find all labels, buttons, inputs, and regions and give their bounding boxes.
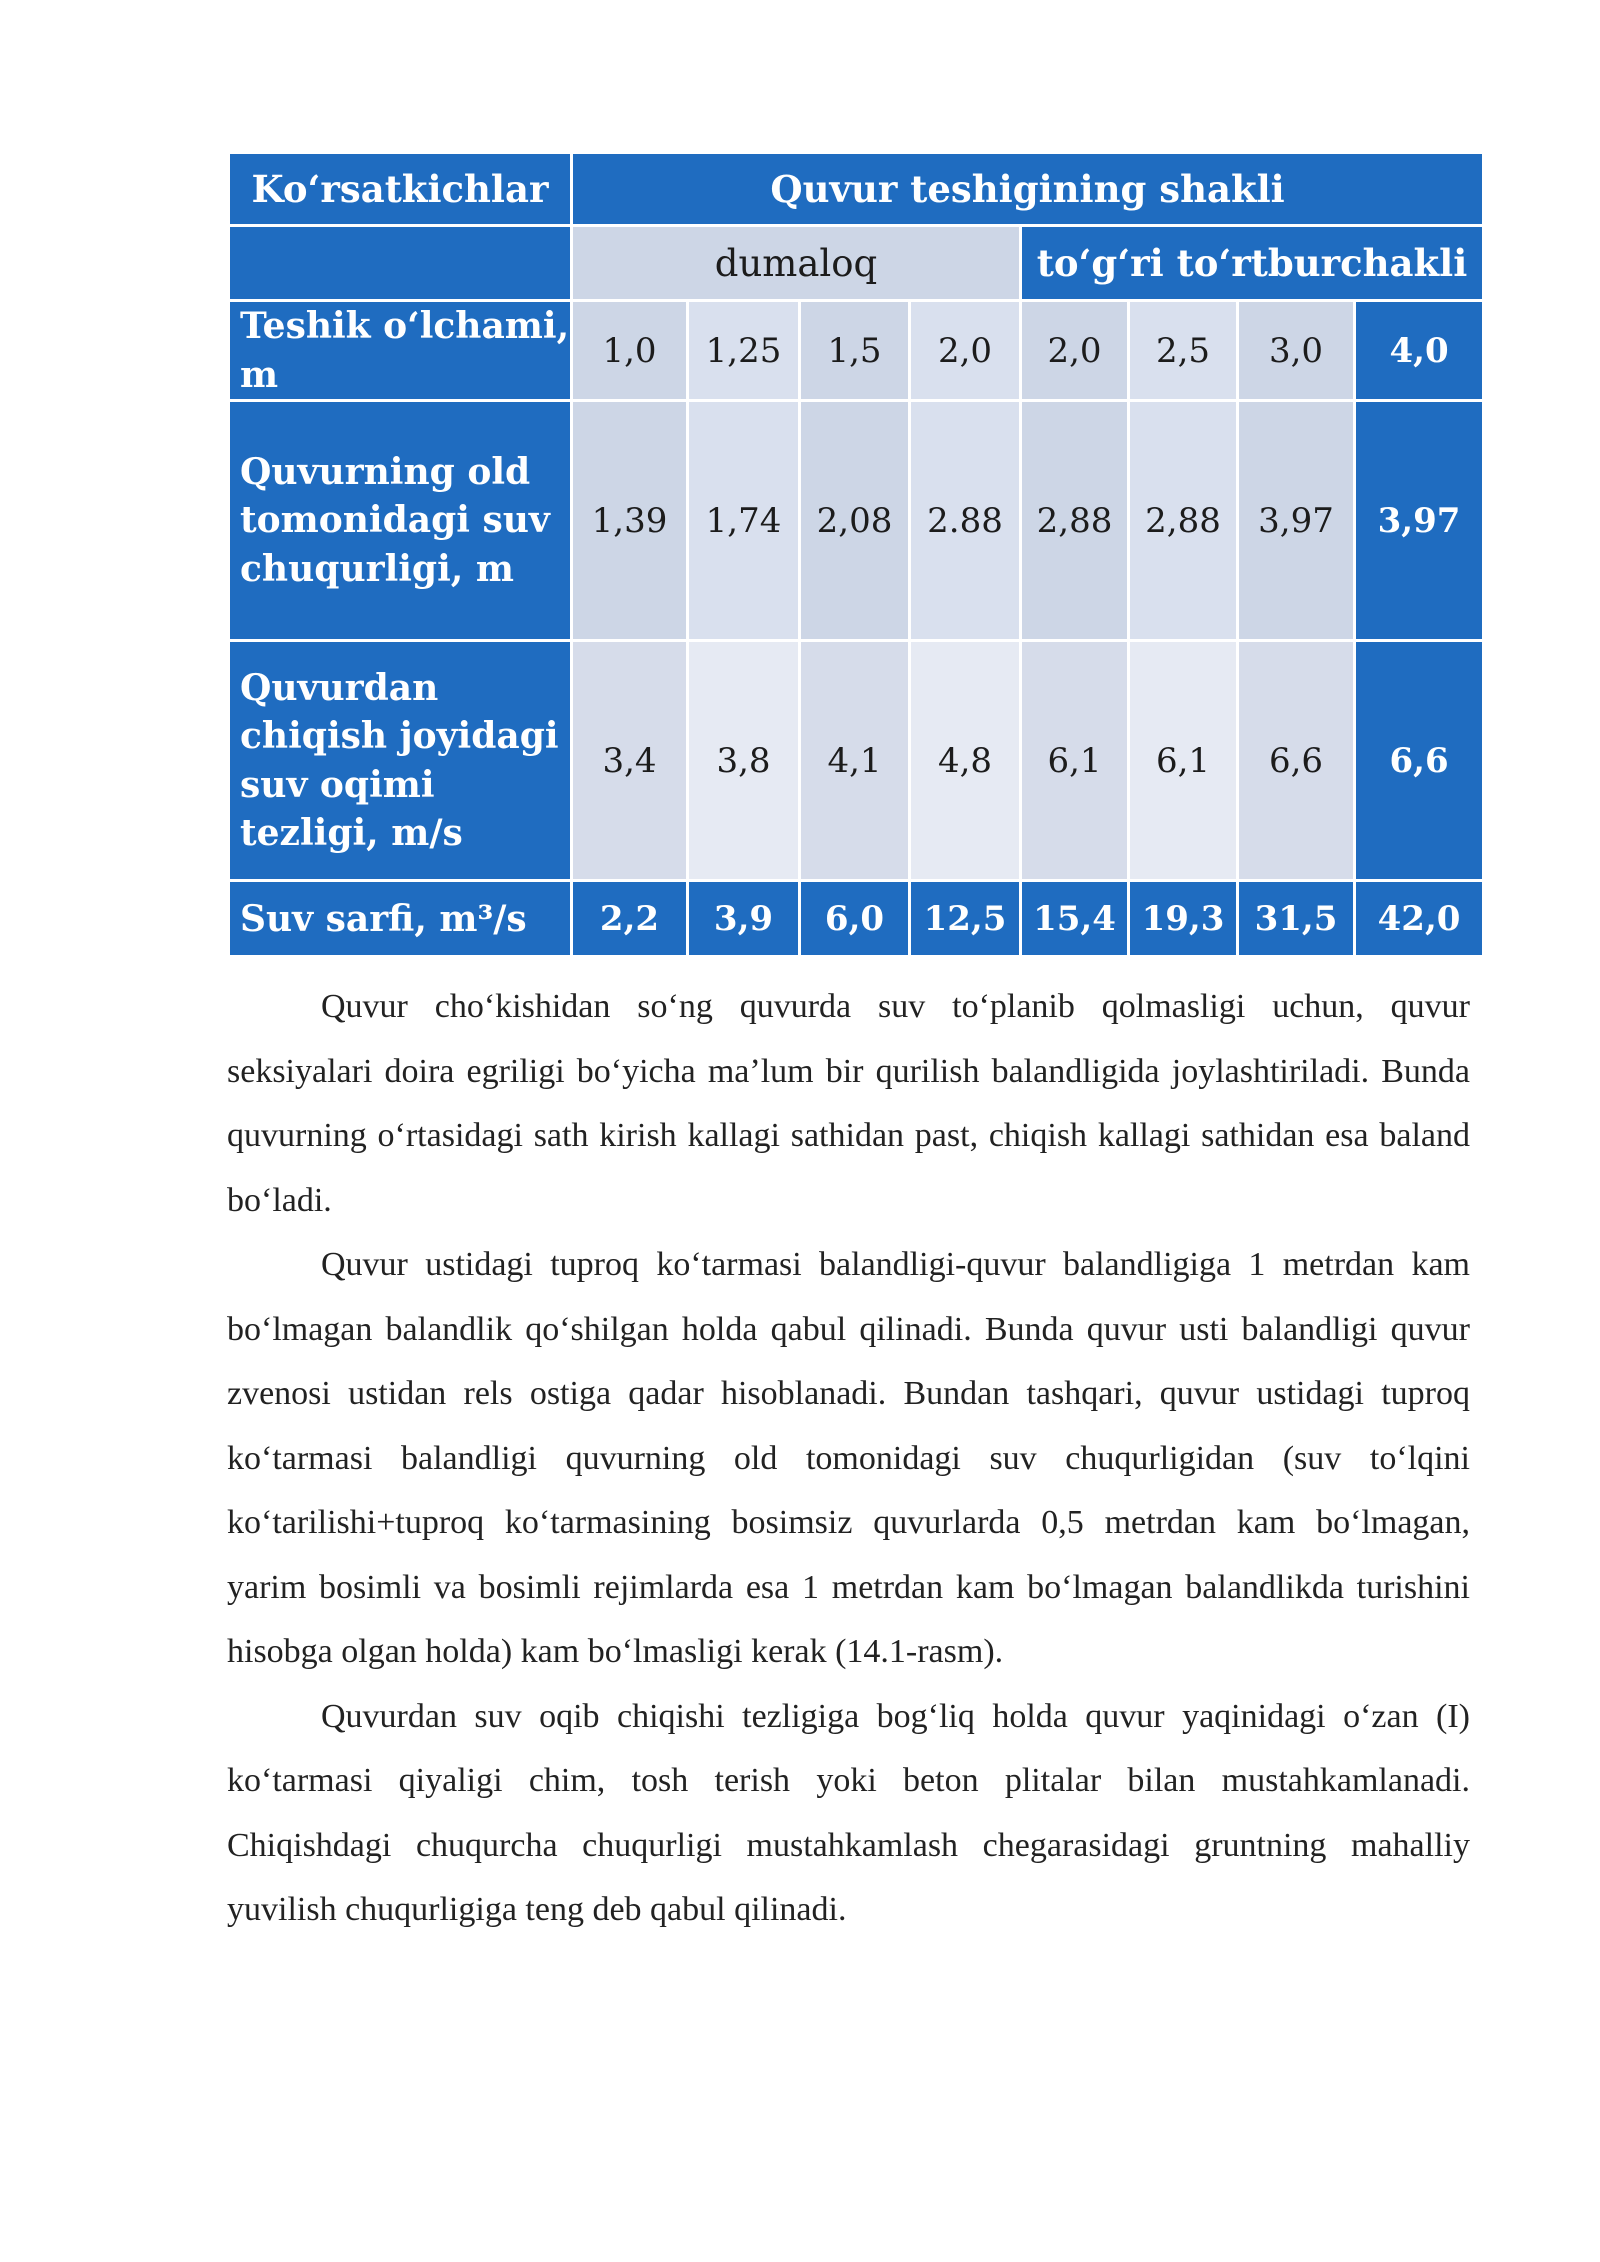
table-row (229, 401, 1484, 641)
table-subheader-row (229, 226, 1484, 301)
table-cell: 2,88 (1021, 401, 1129, 641)
table-cell: 1,74 (688, 401, 800, 641)
table-cell: 2,0 (910, 301, 1021, 401)
table-cell: 3,4 (572, 641, 688, 881)
table-cell: 2,08 (800, 401, 910, 641)
table-cell: 6,1 (1021, 641, 1129, 881)
table-cell: 1,0 (572, 301, 688, 401)
row-label: Quvurning old tomonidagi suv chuqurligi, m (229, 401, 572, 641)
table-cell: 42,0 (1355, 881, 1484, 957)
row-label: Suv sarfi, m³/s (229, 881, 572, 957)
table-cell: 4,8 (910, 641, 1021, 881)
table-cell: 2,88 (1129, 401, 1238, 641)
paragraph: Quvur ustidagi tuproq koʻtarmasi balandligi-quvur balandligiga 1 metrdan kam boʻlmagan balandlik qoʻshilgan holda qabul qilinadi. Bunda quvur usti balandligi quvur zvenosi ustidan rels ostiga qadar hisoblanadi. Bundan tashqari, quvur ustidagi tuproq koʻtarmasi balandligi quvurning old tomonidagi suv chuqurligidan (suv toʻlqini koʻtarilishi+tuproq koʻtarmasining bosimsiz quvurlarda 0,5 metrdan kam boʻlmagan, yarim bosimli va bosimli rejimlarda esa 1 metrdan kam boʻlmagan balandlikda turishini hisobga olgan holda) kam boʻlmasligi kerak (14.1-rasm). (227, 1246, 1470, 1670)
table-cell: 3,8 (688, 641, 800, 881)
paragraph: Quvurdan suv oqib chiqishi tezligiga bogʻliq holda quvur yaqinidagi oʻzan (I) koʻtarmasi qiyaligi chim, tosh terish yoki beton plitalar bilan mustahkamlanadi. Chiqishdagi chuqurcha chuqurligi mustahkamlash chegarasidagi gruntning mahalliy yuvilish chuqurligiga teng deb qabul qilinadi. (227, 1697, 1470, 1928)
row-label: Teshik oʻlchami, m (229, 301, 572, 401)
table-cell: 2,0 (1021, 301, 1129, 401)
table-cell: 12,5 (910, 881, 1021, 957)
row-label: Quvurdan chiqish joyidagi suv oqimi tezligi, m/s (229, 641, 572, 881)
table-cell: 1,25 (688, 301, 800, 401)
table-cell: 31,5 (1238, 881, 1355, 957)
header-indicators: Koʻrsatkichlar (229, 153, 572, 226)
table-cell: 4,1 (800, 641, 910, 881)
table-cell: 6,6 (1355, 641, 1484, 881)
table-cell: 3,9 (688, 881, 800, 957)
table-cell: 3,97 (1238, 401, 1355, 641)
table-cell: 19,3 (1129, 881, 1238, 957)
table-cell: 6,0 (800, 881, 910, 957)
subheader-rectangular: toʻgʻri toʻrtburchakli (1021, 226, 1484, 301)
table-header-row (229, 153, 1484, 226)
table-cell: 3,0 (1238, 301, 1355, 401)
table-cell: 2,5 (1129, 301, 1238, 401)
table-cell: 4,0 (1355, 301, 1484, 401)
table-cell: 2.88 (910, 401, 1021, 641)
table-row (229, 301, 1484, 401)
paragraph: Quvur choʻkishidan soʻng quvurda suv toʻplanib qolmasligi uchun, quvur seksiyalari doira egriligi boʻyicha maʼlum bir qurilish balandligida joylashtiriladi. Bunda quvurning oʻrtasidagi sath kirish kallagi sathidan past, chiqish kallagi sathidan esa baland boʻladi. (227, 988, 1470, 1219)
table-cell: 1,5 (800, 301, 910, 401)
body-text (227, 975, 1470, 1943)
subheader-round: dumaloq (572, 226, 1021, 301)
table-cell: 6,1 (1129, 641, 1238, 881)
table-cell: 15,4 (1021, 881, 1129, 957)
header-pipe-shape: Quvur teshigining shakli (572, 153, 1484, 226)
pipe-parameters-table (227, 151, 1485, 958)
table-cell: 1,39 (572, 401, 688, 641)
table-cell: 3,97 (1355, 401, 1484, 641)
table-cell: 6,6 (1238, 641, 1355, 881)
table-row (229, 641, 1484, 881)
table-cell: 2,2 (572, 881, 688, 957)
table-row (229, 881, 1484, 957)
subheader-empty-cell (229, 226, 572, 301)
